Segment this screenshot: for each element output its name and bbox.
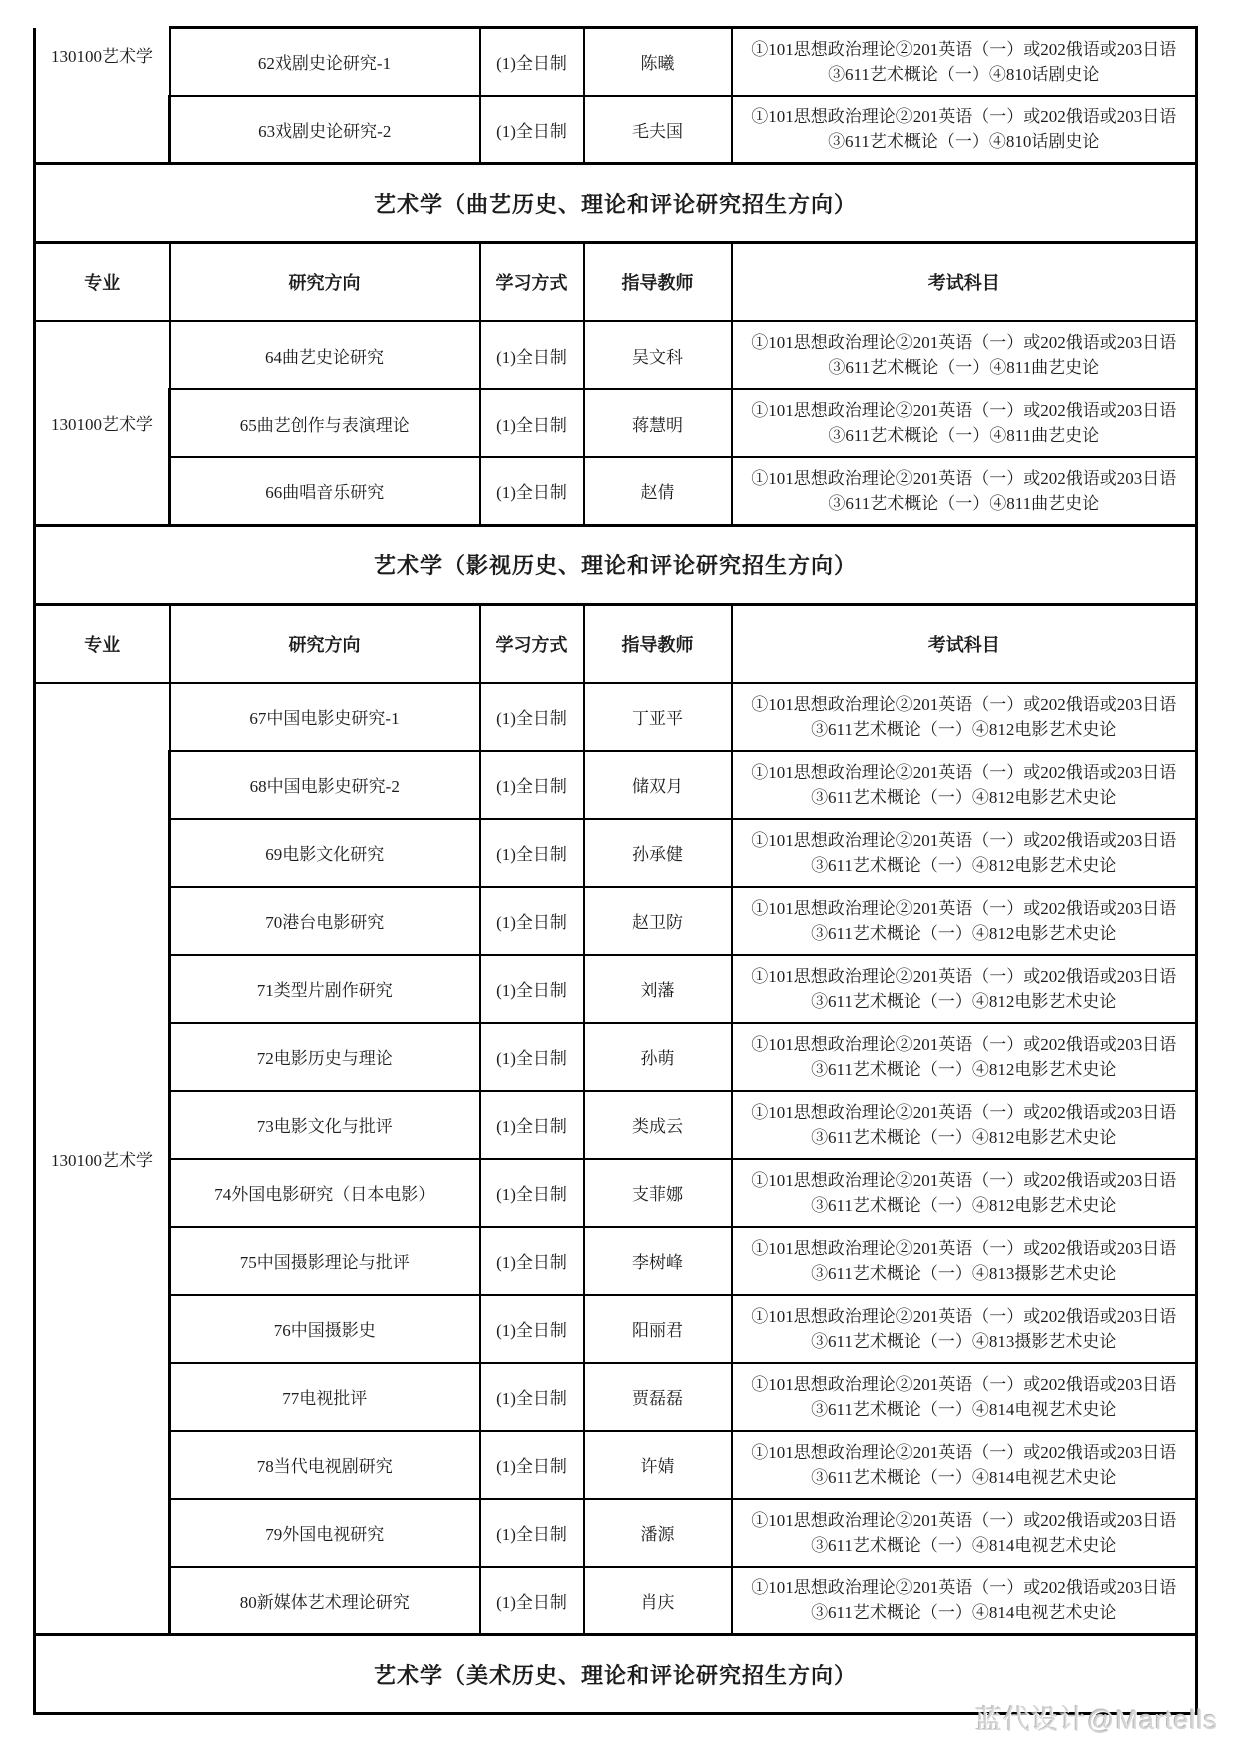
- exam-subjects-cell: [732, 1567, 1197, 1635]
- advisor-cell: 吴文科: [584, 321, 732, 389]
- exam-line-2: ③611艺术概论（一）④814电视艺术史论: [811, 1603, 1117, 1623]
- exam-subjects-cell: [732, 1431, 1197, 1499]
- direction-cell: 70港台电影研究: [170, 887, 480, 955]
- table-row: [35, 321, 1197, 389]
- advisor-cell: 毛夫国: [584, 96, 732, 164]
- exam-line-1: ①101思想政治理论②201英语（一）或202俄语或203日语: [751, 1238, 1177, 1258]
- advisor-cell: 赵卫防: [584, 887, 732, 955]
- table-row: [35, 28, 1197, 96]
- table-row: [35, 819, 1197, 887]
- study-mode-cell: (1)全日制: [480, 1363, 584, 1431]
- table-row: [35, 1023, 1197, 1091]
- section-title: 艺术学（美术历史、理论和评论研究招生方向）: [35, 1635, 1197, 1714]
- exam-subjects-cell: [732, 955, 1197, 1023]
- exam-line-1: ①101思想政治理论②201英语（一）或202俄语或203日语: [751, 1578, 1177, 1598]
- study-mode-cell: (1)全日制: [480, 1091, 584, 1159]
- column-header: 考试科目: [732, 604, 1197, 683]
- exam-line-1: ①101思想政治理论②201英语（一）或202俄语或203日语: [751, 468, 1177, 488]
- column-header: 研究方向: [170, 604, 480, 683]
- exam-line-2: ③611艺术概论（一）④813摄影艺术史论: [811, 1331, 1117, 1351]
- study-mode-cell: (1)全日制: [480, 751, 584, 819]
- exam-line-2: ③611艺术概论（一）④812电影艺术史论: [811, 991, 1117, 1011]
- exam-line-2: ③611艺术概论（一）④810话剧史论: [828, 64, 1100, 84]
- direction-cell: 63戏剧史论研究-2: [170, 96, 480, 164]
- exam-line-1: ①101思想政治理论②201英语（一）或202俄语或203日语: [751, 1374, 1177, 1394]
- direction-cell: 71类型片剧作研究: [170, 955, 480, 1023]
- direction-cell: 68中国电影史研究-2: [170, 751, 480, 819]
- major-cell: 130100艺术学: [35, 683, 170, 1635]
- column-header: 指导教师: [584, 604, 732, 683]
- exam-line-1: ①101思想政治理论②201英语（一）或202俄语或203日语: [751, 1102, 1177, 1122]
- major-cell: 130100艺术学: [35, 28, 170, 164]
- exam-line-1: ①101思想政治理论②201英语（一）或202俄语或203日语: [751, 694, 1177, 714]
- column-header: 专业: [35, 243, 170, 322]
- exam-subjects-cell: [732, 389, 1197, 457]
- advisor-cell: 肖庆: [584, 1567, 732, 1635]
- study-mode-cell: (1)全日制: [480, 321, 584, 389]
- exam-subjects-cell: [732, 819, 1197, 887]
- advisor-cell: 孙萌: [584, 1023, 732, 1091]
- study-mode-cell: (1)全日制: [480, 457, 584, 525]
- exam-line-2: ③611艺术概论（一）④812电影艺术史论: [811, 923, 1117, 943]
- advisor-cell: 蒋慧明: [584, 389, 732, 457]
- table-row: [35, 389, 1197, 457]
- exam-line-1: ①101思想政治理论②201英语（一）或202俄语或203日语: [751, 39, 1177, 59]
- study-mode-cell: (1)全日制: [480, 1295, 584, 1363]
- exam-line-1: ①101思想政治理论②201英语（一）或202俄语或203日语: [751, 1442, 1177, 1462]
- section-title-row: [35, 525, 1197, 604]
- study-mode-cell: (1)全日制: [480, 389, 584, 457]
- exam-line-1: ①101思想政治理论②201英语（一）或202俄语或203日语: [751, 1306, 1177, 1326]
- table-row: [35, 457, 1197, 525]
- study-mode-cell: (1)全日制: [480, 28, 584, 96]
- direction-cell: 77电视批评: [170, 1363, 480, 1431]
- column-header: 指导教师: [584, 243, 732, 322]
- direction-cell: 73电影文化与批评: [170, 1091, 480, 1159]
- direction-cell: 76中国摄影史: [170, 1295, 480, 1363]
- advisor-cell: 刘藩: [584, 955, 732, 1023]
- table-row: [35, 1159, 1197, 1227]
- exam-line-2: ③611艺术概论（一）④812电影艺术史论: [811, 719, 1117, 739]
- direction-cell: 72电影历史与理论: [170, 1023, 480, 1091]
- advisor-cell: 赵倩: [584, 457, 732, 525]
- exam-subjects-cell: [732, 1363, 1197, 1431]
- table-row: [35, 955, 1197, 1023]
- section-title: 艺术学（曲艺历史、理论和评论研究招生方向）: [35, 164, 1197, 243]
- direction-cell: 65曲艺创作与表演理论: [170, 389, 480, 457]
- advisor-cell: 阳丽君: [584, 1295, 732, 1363]
- study-mode-cell: (1)全日制: [480, 819, 584, 887]
- table-row: [35, 1363, 1197, 1431]
- study-mode-cell: (1)全日制: [480, 1431, 584, 1499]
- table-row: [35, 1431, 1197, 1499]
- exam-subjects-cell: [732, 1227, 1197, 1295]
- section-title-row: [35, 164, 1197, 243]
- column-header: 专业: [35, 604, 170, 683]
- study-mode-cell: (1)全日制: [480, 1159, 584, 1227]
- exam-line-1: ①101思想政治理论②201英语（一）或202俄语或203日语: [751, 762, 1177, 782]
- exam-line-2: ③611艺术概论（一）④811曲艺史论: [828, 358, 1100, 377]
- exam-subjects-cell: [732, 683, 1197, 751]
- advisor-cell: 许婧: [584, 1431, 732, 1499]
- exam-subjects-cell: [732, 751, 1197, 819]
- table-row: [35, 1091, 1197, 1159]
- exam-line-1: ①101思想政治理论②201英语（一）或202俄语或203日语: [751, 1170, 1177, 1190]
- study-mode-cell: (1)全日制: [480, 1227, 584, 1295]
- direction-cell: 78当代电视剧研究: [170, 1431, 480, 1499]
- advisor-cell: 丁亚平: [584, 683, 732, 751]
- study-mode-cell: (1)全日制: [480, 96, 584, 164]
- exam-subjects-cell: [732, 887, 1197, 955]
- exam-subjects-cell: [732, 28, 1197, 96]
- advisor-cell: 贾磊磊: [584, 1363, 732, 1431]
- direction-cell: 79外国电视研究: [170, 1499, 480, 1567]
- exam-line-1: ①101思想政治理论②201英语（一）或202俄语或203日语: [751, 107, 1177, 127]
- table-row: [35, 96, 1197, 164]
- exam-line-1: ①101思想政治理论②201英语（一）或202俄语或203日语: [751, 1510, 1177, 1530]
- exam-line-2: ③611艺术概论（一）④814电视艺术史论: [811, 1399, 1117, 1419]
- direction-cell: 67中国电影史研究-1: [170, 683, 480, 751]
- study-mode-cell: (1)全日制: [480, 683, 584, 751]
- column-header: 考试科目: [732, 243, 1197, 322]
- direction-cell: 69电影文化研究: [170, 819, 480, 887]
- admissions-table: [33, 26, 1198, 1715]
- table-row: [35, 683, 1197, 751]
- advisor-cell: 支菲娜: [584, 1159, 732, 1227]
- exam-line-2: ③611艺术概论（一）④812电影艺术史论: [811, 1059, 1117, 1079]
- exam-line-1: ①101思想政治理论②201英语（一）或202俄语或203日语: [751, 401, 1177, 420]
- study-mode-cell: (1)全日制: [480, 1567, 584, 1635]
- table-row: [35, 1227, 1197, 1295]
- exam-subjects-cell: [732, 1091, 1197, 1159]
- column-header: 学习方式: [480, 243, 584, 322]
- exam-line-2: ③611艺术概论（一）④812电影艺术史论: [811, 1195, 1117, 1215]
- exam-line-2: ③611艺术概论（一）④812电影艺术史论: [811, 855, 1117, 875]
- advisor-cell: 储双月: [584, 751, 732, 819]
- column-header-row: [35, 243, 1197, 322]
- study-mode-cell: (1)全日制: [480, 955, 584, 1023]
- study-mode-cell: (1)全日制: [480, 887, 584, 955]
- exam-subjects-cell: [732, 96, 1197, 164]
- exam-line-2: ③611艺术概论（一）④814电视艺术史论: [811, 1467, 1117, 1487]
- direction-cell: 80新媒体艺术理论研究: [170, 1567, 480, 1635]
- direction-cell: 62戏剧史论研究-1: [170, 28, 480, 96]
- exam-subjects-cell: [732, 457, 1197, 525]
- study-mode-cell: (1)全日制: [480, 1023, 584, 1091]
- exam-line-2: ③611艺术概论（一）④810话剧史论: [828, 132, 1100, 152]
- exam-subjects-cell: [732, 1499, 1197, 1567]
- exam-subjects-cell: [732, 1023, 1197, 1091]
- table-row: [35, 1499, 1197, 1567]
- table-row: [35, 887, 1197, 955]
- table-row: [35, 1295, 1197, 1363]
- exam-line-1: ①101思想政治理论②201英语（一）或202俄语或203日语: [751, 898, 1177, 918]
- exam-line-1: ①101思想政治理论②201英语（一）或202俄语或203日语: [751, 333, 1177, 352]
- exam-line-2: ③611艺术概论（一）④811曲艺史论: [828, 426, 1100, 445]
- direction-cell: 75中国摄影理论与批评: [170, 1227, 480, 1295]
- exam-line-2: ③611艺术概论（一）④811曲艺史论: [828, 493, 1100, 513]
- exam-line-1: ①101思想政治理论②201英语（一）或202俄语或203日语: [751, 1034, 1177, 1054]
- exam-line-2: ③611艺术概论（一）④812电影艺术史论: [811, 1127, 1117, 1147]
- column-header-row: [35, 604, 1197, 683]
- exam-line-2: ③611艺术概论（一）④812电影艺术史论: [811, 787, 1117, 807]
- advisor-cell: 类成云: [584, 1091, 732, 1159]
- exam-line-2: ③611艺术概论（一）④813摄影艺术史论: [811, 1263, 1117, 1283]
- direction-cell: 74外国电影研究（日本电影）: [170, 1159, 480, 1227]
- column-header: 研究方向: [170, 243, 480, 322]
- exam-subjects-cell: [732, 1295, 1197, 1363]
- exam-subjects-cell: [732, 321, 1197, 389]
- exam-line-1: ①101思想政治理论②201英语（一）或202俄语或203日语: [751, 966, 1177, 986]
- major-cell: 130100艺术学: [35, 321, 170, 525]
- advisor-cell: 李树峰: [584, 1227, 732, 1295]
- table-row: [35, 1567, 1197, 1635]
- watermark: 蓝代设计@Martells: [975, 1705, 1218, 1735]
- exam-line-2: ③611艺术概论（一）④814电视艺术史论: [811, 1535, 1117, 1555]
- direction-cell: 66曲唱音乐研究: [170, 457, 480, 525]
- section-title: 艺术学（影视历史、理论和评论研究招生方向）: [35, 525, 1197, 604]
- column-header: 学习方式: [480, 604, 584, 683]
- direction-cell: 64曲艺史论研究: [170, 321, 480, 389]
- advisor-cell: 陈曦: [584, 28, 732, 96]
- table-row: [35, 751, 1197, 819]
- exam-line-1: ①101思想政治理论②201英语（一）或202俄语或203日语: [751, 830, 1177, 850]
- advisor-cell: 潘源: [584, 1499, 732, 1567]
- exam-subjects-cell: [732, 1159, 1197, 1227]
- advisor-cell: 孙承健: [584, 819, 732, 887]
- study-mode-cell: (1)全日制: [480, 1499, 584, 1567]
